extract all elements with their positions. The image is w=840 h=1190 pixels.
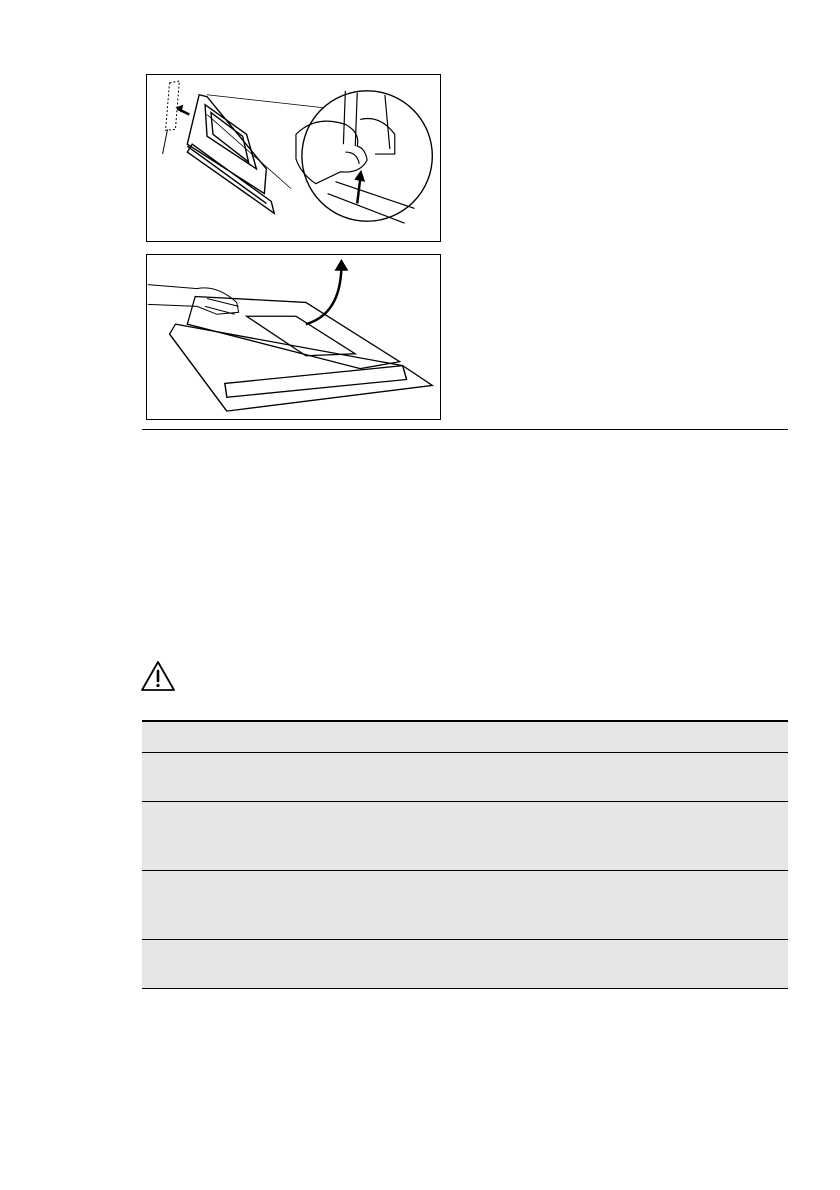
table-row xyxy=(142,940,788,989)
door-frame xyxy=(187,95,274,214)
table-row xyxy=(142,802,788,871)
figure-glass-panel-lift xyxy=(146,254,441,420)
detail-magnifier xyxy=(296,91,432,223)
hand xyxy=(148,285,239,315)
arrow-lift-icon xyxy=(306,267,342,324)
table-header-row xyxy=(142,722,788,753)
figure-door-panel-removal xyxy=(146,74,441,242)
table-row xyxy=(142,753,788,802)
glass-panel-lift-illustration xyxy=(147,255,440,419)
troubleshooting-table xyxy=(142,720,788,989)
glass-panel xyxy=(187,296,399,368)
removed-strip-part xyxy=(163,81,180,154)
table-row xyxy=(142,871,788,940)
section-divider xyxy=(142,429,788,430)
door-panel-removal-illustration xyxy=(147,75,440,241)
door-base xyxy=(170,324,433,411)
warning-triangle-icon xyxy=(140,660,176,692)
